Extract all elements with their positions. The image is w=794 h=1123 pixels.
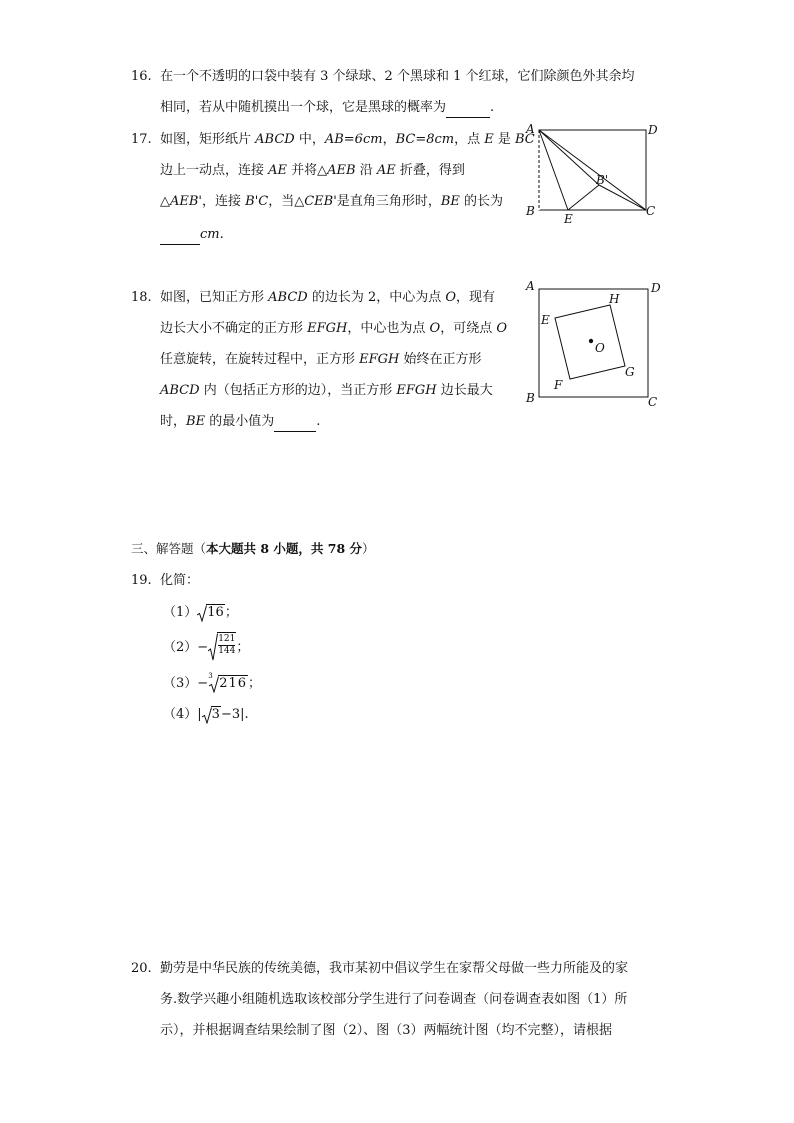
label-f: F [554, 378, 563, 392]
math-var: ABCD [268, 290, 308, 305]
question-number-16: 16. [131, 69, 152, 84]
math-expr: AB=6cm [324, 132, 383, 147]
item-label: （2） [163, 640, 198, 655]
label-b: B [526, 391, 535, 405]
q16-text: 相同，若从中随机摸出一个球，它是黑球的概率为 [160, 100, 447, 115]
q18-rotating-squares-figure [520, 278, 670, 408]
cube-root-expression [208, 672, 248, 693]
math-var: ABCD [160, 383, 200, 398]
q18-text: ，现有 [456, 290, 496, 305]
q17-text: 是 [493, 132, 515, 147]
q19-item-2 [163, 632, 249, 664]
label-o: O [595, 341, 605, 355]
q18-text: 的边长为 2，中心为点 [307, 290, 446, 305]
q17-line-1 [160, 131, 535, 149]
root-index: 3 [208, 672, 213, 680]
q18-text: 的最小值为 [205, 414, 275, 429]
math-var: EFGH [359, 352, 400, 367]
q16-end: . [490, 100, 495, 115]
abs-bar-right: | [240, 707, 245, 722]
label-c: C [646, 204, 656, 218]
segment-ae [539, 130, 568, 210]
math-expr: BC=8cm [395, 132, 455, 147]
radical-sign-icon [202, 707, 212, 724]
math-var: AEB' [170, 194, 203, 209]
q19-item-3 [163, 672, 262, 693]
label-b-prime: B' [596, 173, 609, 187]
q17-line-3 [160, 193, 503, 211]
q18-text: 时， [160, 414, 187, 429]
q18-line-1 [160, 289, 495, 307]
answer-blank [446, 99, 490, 118]
q17-text: 并将△ [287, 163, 328, 178]
q18-text: 内（包括正方形的边），当正方形 [199, 383, 397, 398]
label-b: B [526, 204, 535, 218]
q19-item-4 [163, 706, 249, 724]
q18-text: 任意旋转，在旋转过程中，正方形 [160, 352, 360, 367]
section-header-solutions [131, 540, 375, 558]
math-var: E [484, 132, 494, 147]
segment-eb-prime [568, 185, 599, 210]
math-var: O [445, 290, 457, 305]
q17-text: ，当△ [268, 194, 305, 209]
q18-text: 边长大小不确定的正方形 [160, 321, 308, 336]
q17-line-4 [160, 226, 224, 245]
math-var: O [496, 321, 507, 336]
q18-text: ，可绕点 [440, 321, 497, 336]
question-number-20: 20. [131, 961, 152, 976]
math-var: AEB [327, 163, 356, 178]
math-var: EFGH [307, 321, 348, 336]
denominator: 144 [218, 646, 236, 656]
math-var: EFGH [396, 383, 437, 398]
question-number-19: 19. [131, 573, 152, 588]
math-var: ABCD [255, 132, 295, 147]
item-label: （4） [163, 707, 198, 722]
item-label: （1） [163, 605, 198, 620]
q17-text: ，连接 [202, 194, 246, 209]
q17-text: 边上一动点，连接 [160, 163, 269, 178]
q18-line-4 [160, 382, 493, 400]
q18-line-5 [160, 413, 320, 432]
math-var: CEB' [304, 194, 337, 209]
q20-line-1: 勤劳是中华民族的传统美德，我市某初中倡议学生在家帮父母做一些力所能及的家 [160, 961, 629, 976]
sqrt-fraction-expression [208, 632, 236, 659]
unit-cm: cm [200, 227, 220, 242]
numerator: 121 [218, 634, 236, 644]
center-point-o [589, 339, 593, 343]
item-label: （3） [163, 676, 198, 691]
segment-b-prime-c [599, 185, 646, 210]
label-e: E [541, 313, 550, 327]
item-end: ； [248, 676, 262, 691]
item-end: ； [236, 640, 250, 655]
q18-end: . [316, 414, 321, 429]
sqrt-expression [202, 706, 221, 724]
q17-text: △ [160, 194, 170, 209]
q18-text: 始终在正方形 [399, 352, 482, 367]
fraction [217, 632, 236, 657]
radicand: 216 [219, 676, 248, 691]
radical-sign-icon [197, 605, 207, 622]
math-var: B'C [245, 194, 269, 209]
q20-line-3: 示），并根据调查结果绘制了图（2）、图（3）两幅统计图（均不完整），请根据 [160, 1023, 613, 1038]
q17-text: ， [382, 132, 396, 147]
label-h: H [609, 292, 620, 306]
q17-rectangle-fold-figure [520, 118, 660, 228]
minus-sign: − [197, 676, 209, 691]
q20-line-2: 务.数学兴趣小组随机选取该校部分学生进行了问卷调查（问卷调查表如图（1）所 [160, 992, 628, 1007]
q18-text: 边长最大 [436, 383, 493, 398]
math-var: BE [440, 194, 460, 209]
q16-line-2 [160, 99, 494, 118]
label-c: C [648, 395, 658, 408]
section-bold: 本大题共 8 小题，共 78 分 [206, 541, 363, 556]
q19-item-1 [163, 604, 238, 622]
math-var: O [429, 321, 441, 336]
label-g: G [625, 365, 635, 379]
question-number-17: 17. [131, 132, 152, 147]
math-var: BC [515, 132, 535, 147]
section-suffix: ） [362, 541, 375, 556]
question-number-18: 18. [131, 290, 152, 305]
radicand: 3 [211, 707, 220, 722]
item-end: . [244, 707, 249, 722]
sqrt-expression [197, 604, 225, 622]
segment-ac [539, 130, 646, 210]
minus-sign: − [197, 640, 209, 655]
label-d: D [648, 123, 658, 137]
math-var: BE [186, 414, 206, 429]
radical-sign-icon [208, 633, 218, 661]
q18-text: 如图，已知正方形 [160, 290, 269, 305]
math-var: AE [268, 163, 288, 178]
q17-text: 中， [294, 132, 325, 147]
q17-text: ，点 [454, 132, 485, 147]
answer-blank [274, 413, 316, 432]
q17-text: 沿 [355, 163, 377, 178]
radical-sign-icon [209, 676, 219, 693]
q17-end: . [219, 227, 224, 242]
label-e: E [564, 212, 573, 226]
math-var: AE [376, 163, 396, 178]
q17-line-2 [160, 162, 465, 180]
minus-three: −3 [220, 707, 241, 722]
q19-title: 化简： [160, 573, 200, 588]
radicand: 16 [207, 605, 224, 620]
q16-line-1: 在一个不透明的口袋中装有 3 个绿球、2 个黑球和 1 个红球，它们除颜色外其余均 [160, 69, 635, 84]
abs-bar-left: | [197, 707, 202, 722]
item-end: ； [224, 605, 238, 620]
section-prefix: 三、解答题（ [131, 541, 207, 556]
answer-blank [160, 226, 200, 245]
segment-ab-prime [539, 130, 599, 185]
q18-line-2 [160, 320, 507, 338]
q17-text: 的长为 [459, 194, 504, 209]
label-a: A [526, 122, 535, 136]
q17-text: 如图，矩形纸片 [160, 132, 256, 147]
q18-line-3 [160, 351, 482, 369]
q17-text: 折叠，得到 [395, 163, 465, 178]
label-a: A [526, 279, 535, 293]
q17-text: 是直角三角形时， [336, 194, 441, 209]
q18-text: ，中心也为点 [347, 321, 430, 336]
label-d: D [651, 281, 661, 295]
